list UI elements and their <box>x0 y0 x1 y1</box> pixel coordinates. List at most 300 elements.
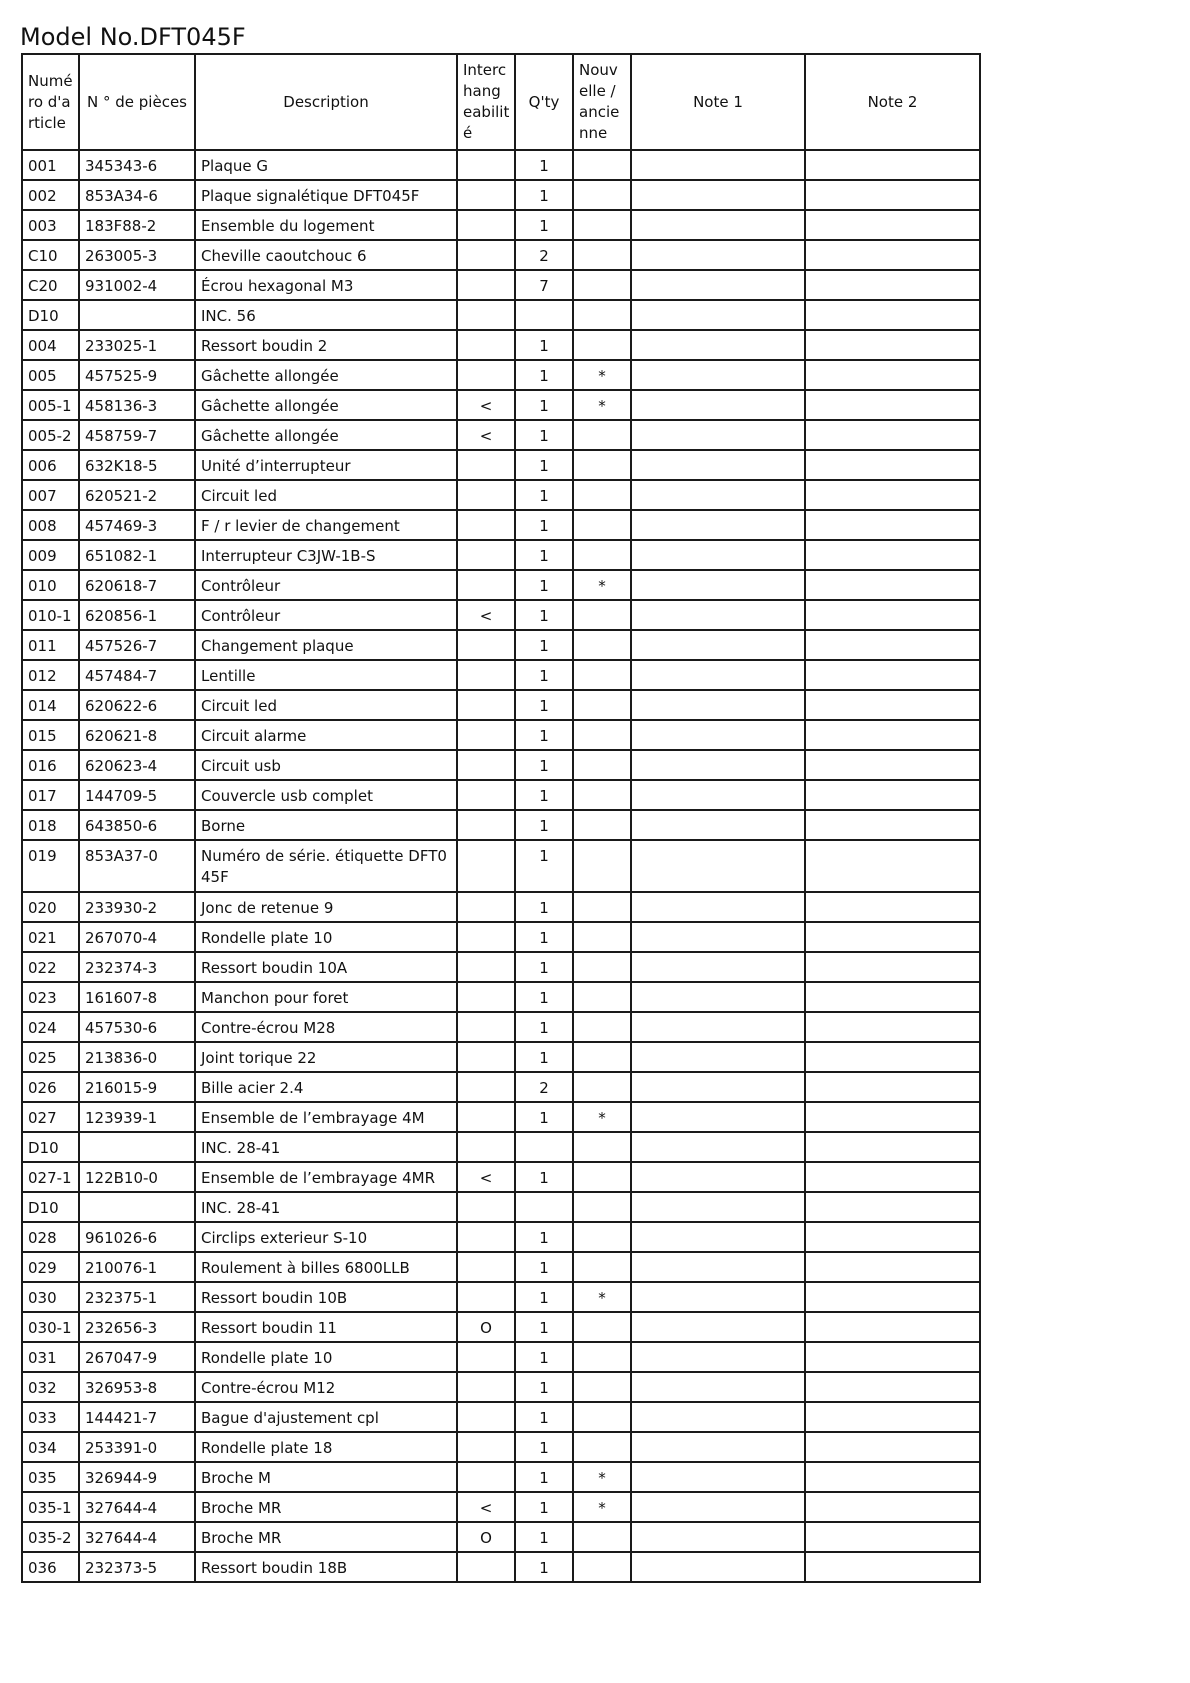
cell-note-2 <box>805 1072 980 1102</box>
cell-description: Cheville caoutchouc 6 <box>195 240 457 270</box>
cell-part-number: 144421-7 <box>79 1402 195 1432</box>
cell-item-number: D10 <box>22 1132 79 1162</box>
cell-note-1 <box>631 750 805 780</box>
cell-new-old <box>573 780 631 810</box>
table-row <box>22 1042 980 1072</box>
cell-part-number: 327644-4 <box>79 1522 195 1552</box>
cell-interchangeability: < <box>457 1492 515 1522</box>
header-new-old: Nouv elle / ancie nne <box>573 54 631 150</box>
cell-note-1 <box>631 150 805 180</box>
cell-part-number: 326944-9 <box>79 1462 195 1492</box>
cell-quantity: 1 <box>515 390 573 420</box>
cell-note-2 <box>805 1192 980 1222</box>
cell-item-number: 030 <box>22 1282 79 1312</box>
cell-quantity: 1 <box>515 1222 573 1252</box>
cell-part-number: 267070-4 <box>79 922 195 952</box>
cell-new-old <box>573 1342 631 1372</box>
cell-note-2 <box>805 982 980 1012</box>
cell-description: Couvercle usb complet <box>195 780 457 810</box>
cell-quantity: 1 <box>515 750 573 780</box>
cell-new-old <box>573 1432 631 1462</box>
cell-new-old: * <box>573 1102 631 1132</box>
header-note-1: Note 1 <box>631 54 805 150</box>
table-row <box>22 1252 980 1282</box>
cell-part-number: 122B10-0 <box>79 1162 195 1192</box>
cell-description: Contrôleur <box>195 600 457 630</box>
cell-interchangeability <box>457 1252 515 1282</box>
cell-note-2 <box>805 270 980 300</box>
cell-item-number: 024 <box>22 1012 79 1042</box>
cell-description: Gâchette allongée <box>195 390 457 420</box>
table-row <box>22 240 980 270</box>
cell-note-1 <box>631 922 805 952</box>
cell-quantity: 1 <box>515 780 573 810</box>
cell-interchangeability <box>457 660 515 690</box>
cell-note-2 <box>805 952 980 982</box>
cell-note-2 <box>805 1342 980 1372</box>
cell-quantity: 1 <box>515 1042 573 1072</box>
cell-note-1 <box>631 510 805 540</box>
cell-description: Gâchette allongée <box>195 420 457 450</box>
cell-part-number: 620521-2 <box>79 480 195 510</box>
table-row <box>22 600 980 630</box>
cell-quantity: 1 <box>515 660 573 690</box>
cell-item-number: 023 <box>22 982 79 1012</box>
cell-part-number: 457484-7 <box>79 660 195 690</box>
cell-note-2 <box>805 1222 980 1252</box>
cell-part-number: 620856-1 <box>79 600 195 630</box>
cell-note-2 <box>805 1012 980 1042</box>
cell-quantity: 1 <box>515 922 573 952</box>
cell-note-1 <box>631 180 805 210</box>
cell-item-number: 015 <box>22 720 79 750</box>
cell-interchangeability <box>457 1372 515 1402</box>
cell-note-2 <box>805 480 980 510</box>
cell-description: Ensemble de l’embrayage 4M <box>195 1102 457 1132</box>
cell-quantity: 1 <box>515 480 573 510</box>
table-row <box>22 420 980 450</box>
cell-new-old <box>573 1552 631 1582</box>
cell-new-old <box>573 300 631 330</box>
cell-note-2 <box>805 1312 980 1342</box>
cell-description: Borne <box>195 810 457 840</box>
cell-new-old <box>573 270 631 300</box>
cell-item-number: 022 <box>22 952 79 982</box>
cell-note-1 <box>631 892 805 922</box>
cell-note-1 <box>631 840 805 892</box>
cell-description: Interrupteur C3JW-1B-S <box>195 540 457 570</box>
cell-new-old <box>573 180 631 210</box>
cell-part-number: 232374-3 <box>79 952 195 982</box>
cell-item-number: 005-2 <box>22 420 79 450</box>
cell-description: Rondelle plate 10 <box>195 1342 457 1372</box>
cell-description: Lentille <box>195 660 457 690</box>
cell-item-number: 021 <box>22 922 79 952</box>
cell-item-number: 005-1 <box>22 390 79 420</box>
cell-interchangeability <box>457 1462 515 1492</box>
cell-part-number: 233930-2 <box>79 892 195 922</box>
cell-item-number: 014 <box>22 690 79 720</box>
table-row <box>22 660 980 690</box>
cell-part-number: 620621-8 <box>79 720 195 750</box>
cell-new-old: * <box>573 360 631 390</box>
cell-description: Changement plaque <box>195 630 457 660</box>
cell-interchangeability: < <box>457 600 515 630</box>
cell-new-old: * <box>573 1282 631 1312</box>
cell-item-number: 026 <box>22 1072 79 1102</box>
cell-part-number: 213836-0 <box>79 1042 195 1072</box>
cell-note-2 <box>805 450 980 480</box>
cell-interchangeability: O <box>457 1522 515 1552</box>
cell-new-old <box>573 540 631 570</box>
table-row <box>22 1312 980 1342</box>
cell-note-1 <box>631 240 805 270</box>
cell-item-number: 034 <box>22 1432 79 1462</box>
cell-note-1 <box>631 570 805 600</box>
cell-new-old <box>573 1192 631 1222</box>
cell-part-number: 632K18-5 <box>79 450 195 480</box>
cell-part-number <box>79 1192 195 1222</box>
cell-part-number: 651082-1 <box>79 540 195 570</box>
table-row <box>22 390 980 420</box>
cell-new-old <box>573 1072 631 1102</box>
cell-part-number: 620622-6 <box>79 690 195 720</box>
cell-part-number: 326953-8 <box>79 1372 195 1402</box>
cell-interchangeability <box>457 690 515 720</box>
cell-quantity: 1 <box>515 982 573 1012</box>
cell-description: Broche M <box>195 1462 457 1492</box>
cell-item-number: 027 <box>22 1102 79 1132</box>
cell-quantity: 1 <box>515 720 573 750</box>
cell-note-1 <box>631 1522 805 1552</box>
cell-part-number: 458136-3 <box>79 390 195 420</box>
cell-description: Roulement à billes 6800LLB <box>195 1252 457 1282</box>
cell-item-number: C20 <box>22 270 79 300</box>
cell-quantity: 1 <box>515 150 573 180</box>
cell-note-1 <box>631 210 805 240</box>
cell-interchangeability <box>457 150 515 180</box>
cell-interchangeability <box>457 1342 515 1372</box>
cell-note-2 <box>805 600 980 630</box>
cell-item-number: 030-1 <box>22 1312 79 1342</box>
cell-interchangeability: < <box>457 390 515 420</box>
cell-item-number: 028 <box>22 1222 79 1252</box>
cell-interchangeability <box>457 1432 515 1462</box>
cell-note-1 <box>631 270 805 300</box>
cell-new-old <box>573 1132 631 1162</box>
cell-part-number: 457530-6 <box>79 1012 195 1042</box>
cell-note-1 <box>631 1042 805 1072</box>
cell-note-1 <box>631 810 805 840</box>
cell-note-2 <box>805 1432 980 1462</box>
cell-item-number: 020 <box>22 892 79 922</box>
table-row <box>22 630 980 660</box>
cell-part-number: 327644-4 <box>79 1492 195 1522</box>
cell-note-1 <box>631 630 805 660</box>
cell-description: Ensemble du logement <box>195 210 457 240</box>
cell-interchangeability <box>457 630 515 660</box>
cell-quantity: 1 <box>515 840 573 892</box>
cell-quantity <box>515 1192 573 1222</box>
cell-part-number: 458759-7 <box>79 420 195 450</box>
cell-note-2 <box>805 840 980 892</box>
cell-note-2 <box>805 1282 980 1312</box>
cell-quantity: 7 <box>515 270 573 300</box>
cell-new-old <box>573 1252 631 1282</box>
cell-interchangeability <box>457 1042 515 1072</box>
cell-interchangeability <box>457 510 515 540</box>
cell-note-1 <box>631 300 805 330</box>
cell-interchangeability <box>457 922 515 952</box>
cell-note-2 <box>805 210 980 240</box>
cell-part-number: 232375-1 <box>79 1282 195 1312</box>
cell-note-1 <box>631 690 805 720</box>
table-row <box>22 1132 980 1162</box>
cell-interchangeability <box>457 1552 515 1582</box>
cell-note-2 <box>805 510 980 540</box>
cell-new-old <box>573 510 631 540</box>
header-interchangeability: Interc hang eabilit é <box>457 54 515 150</box>
header-quantity: Q'ty <box>515 54 573 150</box>
cell-description: Rondelle plate 18 <box>195 1432 457 1462</box>
cell-part-number: 620623-4 <box>79 750 195 780</box>
cell-new-old <box>573 330 631 360</box>
cell-note-1 <box>631 1462 805 1492</box>
cell-description: Circuit alarme <box>195 720 457 750</box>
cell-interchangeability <box>457 570 515 600</box>
cell-item-number: 009 <box>22 540 79 570</box>
cell-quantity: 1 <box>515 1342 573 1372</box>
cell-interchangeability <box>457 210 515 240</box>
cell-quantity <box>515 1132 573 1162</box>
cell-new-old <box>573 892 631 922</box>
cell-description: F / r levier de changement <box>195 510 457 540</box>
cell-quantity: 1 <box>515 420 573 450</box>
cell-interchangeability <box>457 450 515 480</box>
cell-description: Plaque signalétique DFT045F <box>195 180 457 210</box>
cell-item-number: 001 <box>22 150 79 180</box>
cell-part-number: 853A37-0 <box>79 840 195 892</box>
cell-note-1 <box>631 1192 805 1222</box>
cell-note-1 <box>631 1432 805 1462</box>
cell-note-2 <box>805 360 980 390</box>
cell-interchangeability: O <box>457 1312 515 1342</box>
table-row <box>22 540 980 570</box>
cell-note-1 <box>631 780 805 810</box>
cell-description: Circuit usb <box>195 750 457 780</box>
table-row <box>22 300 980 330</box>
cell-new-old <box>573 480 631 510</box>
cell-new-old: * <box>573 570 631 600</box>
cell-note-1 <box>631 1132 805 1162</box>
cell-item-number: 006 <box>22 450 79 480</box>
cell-quantity: 1 <box>515 1552 573 1582</box>
cell-quantity: 1 <box>515 1012 573 1042</box>
table-row <box>22 922 980 952</box>
cell-note-2 <box>805 150 980 180</box>
table-row <box>22 1342 980 1372</box>
cell-note-1 <box>631 1312 805 1342</box>
cell-item-number: 010 <box>22 570 79 600</box>
cell-description: Broche MR <box>195 1522 457 1552</box>
table-row <box>22 270 980 300</box>
cell-item-number: 008 <box>22 510 79 540</box>
cell-note-1 <box>631 1282 805 1312</box>
cell-description: INC. 56 <box>195 300 457 330</box>
cell-new-old <box>573 690 631 720</box>
cell-interchangeability <box>457 1132 515 1162</box>
cell-note-2 <box>805 240 980 270</box>
cell-description: Plaque G <box>195 150 457 180</box>
cell-part-number: 233025-1 <box>79 330 195 360</box>
cell-note-2 <box>805 750 980 780</box>
cell-part-number: 457525-9 <box>79 360 195 390</box>
table-row <box>22 1072 980 1102</box>
cell-note-1 <box>631 952 805 982</box>
cell-interchangeability <box>457 1012 515 1042</box>
table-row <box>22 1222 980 1252</box>
cell-new-old <box>573 420 631 450</box>
table-row <box>22 1102 980 1132</box>
cell-new-old: * <box>573 390 631 420</box>
table-row <box>22 1462 980 1492</box>
cell-quantity: 1 <box>515 892 573 922</box>
table-row <box>22 1432 980 1462</box>
cell-description: Broche MR <box>195 1492 457 1522</box>
cell-note-2 <box>805 1252 980 1282</box>
cell-note-2 <box>805 922 980 952</box>
cell-quantity: 1 <box>515 180 573 210</box>
table-row <box>22 570 980 600</box>
cell-note-2 <box>805 780 980 810</box>
cell-new-old <box>573 810 631 840</box>
cell-quantity: 1 <box>515 1462 573 1492</box>
cell-quantity: 1 <box>515 570 573 600</box>
cell-quantity: 1 <box>515 450 573 480</box>
cell-part-number <box>79 1132 195 1162</box>
table-row <box>22 360 980 390</box>
cell-note-1 <box>631 540 805 570</box>
cell-note-2 <box>805 892 980 922</box>
cell-new-old <box>573 840 631 892</box>
cell-interchangeability <box>457 480 515 510</box>
cell-note-1 <box>631 450 805 480</box>
cell-note-2 <box>805 390 980 420</box>
cell-description: Bague d'ajustement cpl <box>195 1402 457 1432</box>
cell-part-number: 345343-6 <box>79 150 195 180</box>
cell-note-1 <box>631 720 805 750</box>
cell-item-number: D10 <box>22 300 79 330</box>
cell-note-2 <box>805 1132 980 1162</box>
cell-new-old <box>573 630 631 660</box>
cell-item-number: 031 <box>22 1342 79 1372</box>
table-row <box>22 750 980 780</box>
cell-description: Manchon pour foret <box>195 982 457 1012</box>
cell-note-2 <box>805 420 980 450</box>
cell-item-number: 017 <box>22 780 79 810</box>
cell-new-old <box>573 150 631 180</box>
cell-note-2 <box>805 810 980 840</box>
cell-part-number: 931002-4 <box>79 270 195 300</box>
table-row <box>22 450 980 480</box>
cell-part-number: 161607-8 <box>79 982 195 1012</box>
cell-description: Ressort boudin 11 <box>195 1312 457 1342</box>
cell-quantity: 1 <box>515 1432 573 1462</box>
cell-interchangeability <box>457 180 515 210</box>
cell-note-2 <box>805 720 980 750</box>
cell-new-old <box>573 1372 631 1402</box>
cell-quantity: 1 <box>515 1372 573 1402</box>
cell-quantity: 1 <box>515 1402 573 1432</box>
cell-quantity: 1 <box>515 330 573 360</box>
cell-interchangeability <box>457 300 515 330</box>
cell-part-number: 232373-5 <box>79 1552 195 1582</box>
cell-quantity: 1 <box>515 690 573 720</box>
cell-note-2 <box>805 630 980 660</box>
cell-part-number <box>79 300 195 330</box>
cell-item-number: 025 <box>22 1042 79 1072</box>
cell-quantity: 1 <box>515 1312 573 1342</box>
cell-item-number: 035 <box>22 1462 79 1492</box>
cell-new-old <box>573 660 631 690</box>
cell-interchangeability <box>457 810 515 840</box>
cell-item-number: 033 <box>22 1402 79 1432</box>
cell-interchangeability <box>457 780 515 810</box>
cell-description: Numéro de série. étiquette DFT0 45F <box>195 840 457 892</box>
cell-note-2 <box>805 1462 980 1492</box>
table-row <box>22 1372 980 1402</box>
cell-note-1 <box>631 1072 805 1102</box>
table-row <box>22 1522 980 1552</box>
cell-note-2 <box>805 690 980 720</box>
cell-interchangeability: < <box>457 1162 515 1192</box>
cell-interchangeability <box>457 952 515 982</box>
cell-item-number: 007 <box>22 480 79 510</box>
cell-item-number: 011 <box>22 630 79 660</box>
cell-interchangeability: < <box>457 420 515 450</box>
table-row <box>22 1012 980 1042</box>
cell-note-1 <box>631 1222 805 1252</box>
cell-item-number: 036 <box>22 1552 79 1582</box>
cell-description: Ressort boudin 10A <box>195 952 457 982</box>
cell-note-1 <box>631 360 805 390</box>
cell-quantity: 1 <box>515 630 573 660</box>
cell-item-number: 012 <box>22 660 79 690</box>
cell-part-number: 183F88-2 <box>79 210 195 240</box>
cell-interchangeability <box>457 1072 515 1102</box>
cell-description: Circuit led <box>195 480 457 510</box>
cell-new-old <box>573 952 631 982</box>
cell-interchangeability <box>457 750 515 780</box>
cell-note-2 <box>805 1402 980 1432</box>
cell-new-old <box>573 1042 631 1072</box>
cell-item-number: 002 <box>22 180 79 210</box>
cell-note-2 <box>805 1552 980 1582</box>
cell-note-2 <box>805 300 980 330</box>
cell-interchangeability <box>457 360 515 390</box>
cell-new-old <box>573 1222 631 1252</box>
cell-part-number: 961026-6 <box>79 1222 195 1252</box>
cell-interchangeability <box>457 1282 515 1312</box>
cell-description: Contrôleur <box>195 570 457 600</box>
cell-item-number: 010-1 <box>22 600 79 630</box>
cell-new-old <box>573 1312 631 1342</box>
cell-quantity: 1 <box>515 510 573 540</box>
cell-new-old <box>573 210 631 240</box>
cell-note-2 <box>805 1492 980 1522</box>
table-row <box>22 982 980 1012</box>
table-row <box>22 810 980 840</box>
